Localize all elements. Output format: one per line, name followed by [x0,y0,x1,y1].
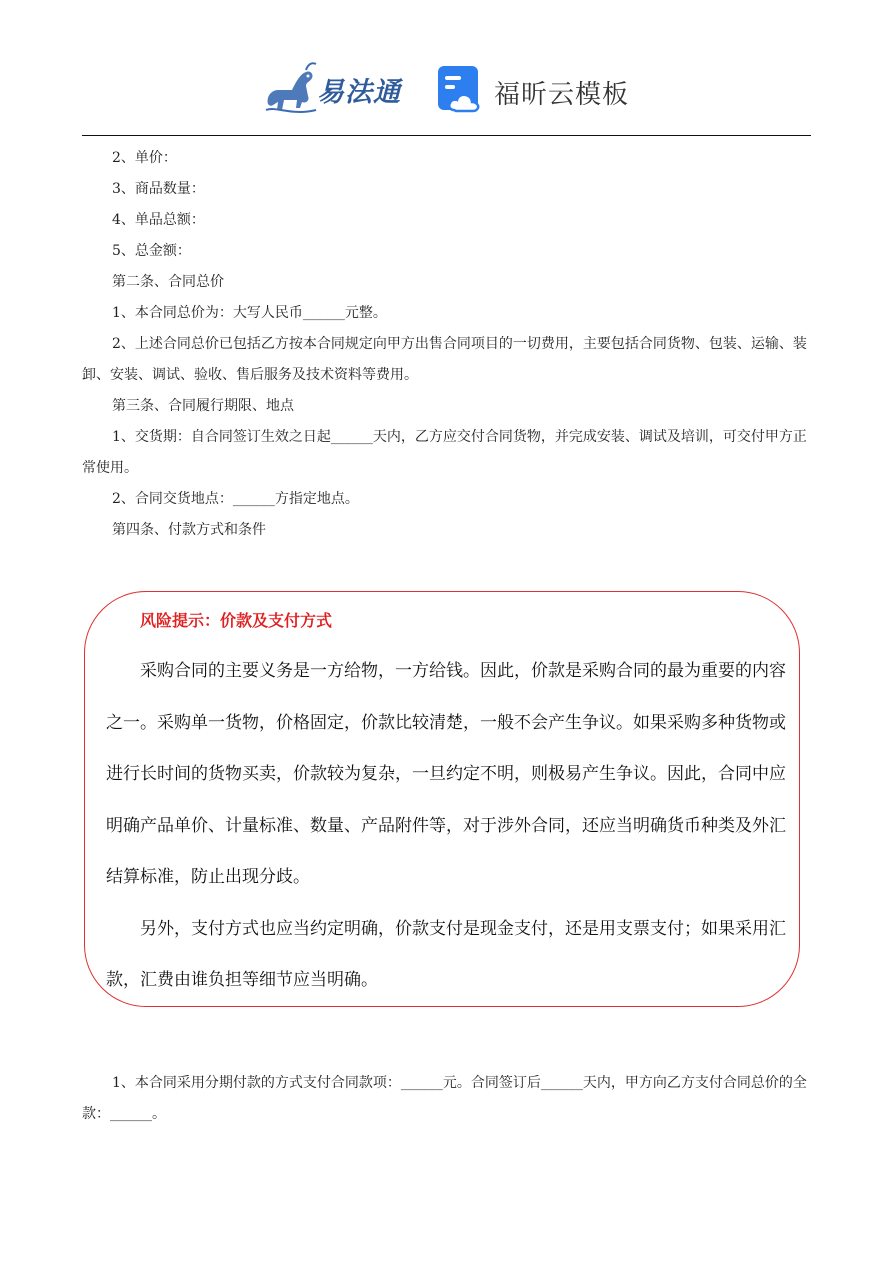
clause-quantity: 3、商品数量： [112,181,205,197]
foxit-template-logo-text: 福昕云模板 [494,80,630,110]
article-3-item-2: 2、合同交货地点：______方指定地点。 [112,491,359,507]
article-2-heading: 第二条、合同总价 [112,274,224,290]
yifatong-logo [262,60,412,118]
installment-payment-clause: 1、本合同采用分期付款的方式支付合同款项：______元。合同签订后______天内，甲方向乙方支付合同总价的全款：______。 [82,1075,807,1122]
header-divider [82,135,811,136]
clause-grand-total: 5、总金额： [112,243,191,259]
article-2-item-1: 1、本合同总价为：大写人民币______元整。 [112,305,387,321]
risk-notice-box [84,591,800,1007]
page-header [0,58,893,120]
article-3-heading: 第三条、合同履行期限、地点 [112,398,294,414]
risk-notice-body [106,646,788,1007]
risk-paragraph-2: 另外，支付方式也应当约定明确，价款支付是现金支付，还是用支票支付；如果采用汇款，汇费由谁负担等细节应当明确。 [106,918,786,990]
document-cloud-icon [436,64,484,114]
qilin-mascot-icon [262,60,322,118]
risk-notice-title: 风险提示：价款及支付方式 [140,611,333,630]
article-2-item-2: 2、上述合同总价已包括乙方按本合同规定向甲方出售合同项目的一切费用，主要包括合同货物、包装、运输、装卸、安装、调试、验收、售后服务及技术资料等费用。 [82,336,807,383]
article-3-item-1: 1、交货期：自合同签订生效之日起______天内，乙方应交付合同货物，并完成安装、调试及培训，可交付甲方正常使用。 [82,429,807,476]
foxit-template-logo [436,64,636,118]
clause-unit-price: 2、单价： [112,150,177,166]
article-4-heading: 第四条、付款方式和条件 [112,522,266,538]
contract-body [82,143,811,546]
article-4-content [82,1068,811,1130]
risk-paragraph-1: 采购合同的主要义务是一方给物，一方给钱。因此，价款是采购合同的最为重要的内容之一。采购单一货物，价格固定，价款比较清楚，一般不会产生争议。如果采购多种货物或进行长时间的货物买卖，价款较为复杂，一旦约定不明，则极易产生争议。因此，合同中应明确产品单价、计量标准、数量、产品附件等，对于涉外合同，还应当明确货币种类及外汇结算标准，防止出现分歧。 [106,661,786,887]
yifatong-logo-text: 易法通 [317,77,401,108]
clause-item-total: 4、单品总额： [112,212,205,228]
